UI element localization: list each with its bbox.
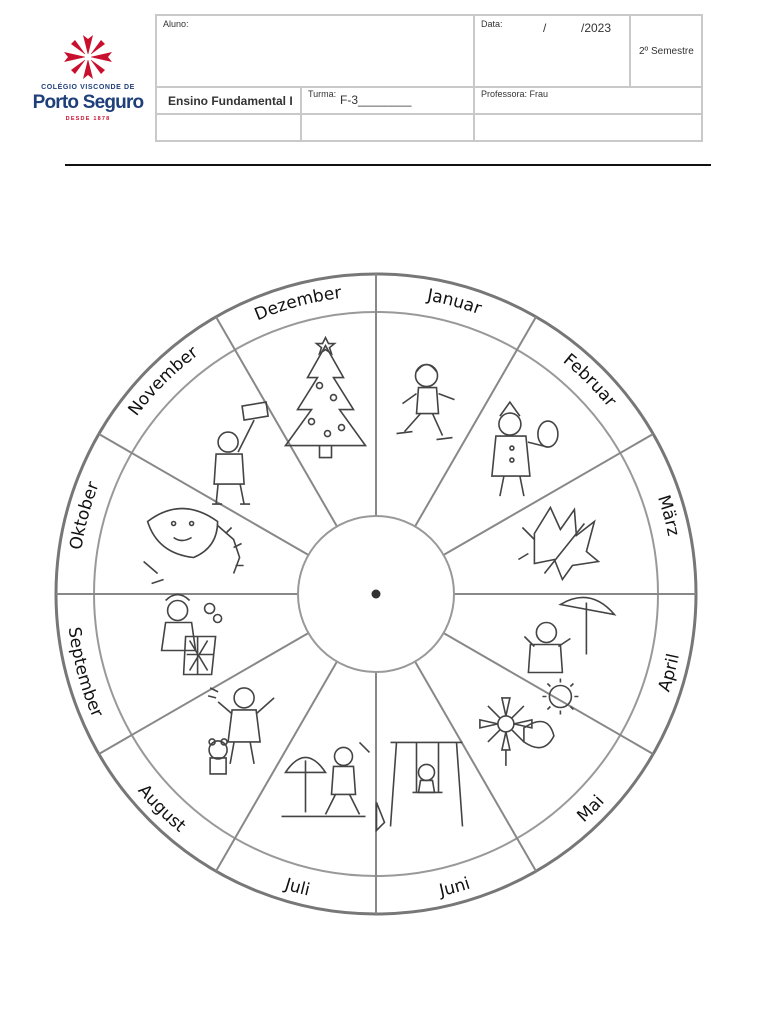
- logo-since: DESDE 1878: [65, 116, 111, 122]
- logo-subtitle: COLÉGIO VISCONDE DE: [41, 84, 135, 91]
- month-label: Februar: [559, 349, 621, 411]
- turma-label: Turma:: [308, 89, 337, 99]
- professora-label: Professora: Frau: [481, 89, 549, 99]
- turma-value: F-3________: [340, 93, 412, 107]
- aluno-field[interactable]: [156, 15, 474, 87]
- wheel-spoke: [216, 662, 337, 872]
- child-with-umbrella-icon: [524, 597, 614, 714]
- data-field[interactable]: [474, 15, 630, 87]
- aluno-label: Aluno:: [163, 19, 189, 29]
- wheel-spoke: [415, 317, 536, 527]
- clown-with-balloon-icon: [492, 402, 558, 496]
- flower-icon: [480, 698, 554, 766]
- logo-name: Porto Seguro: [32, 92, 144, 113]
- header-table: [155, 14, 703, 142]
- data-label: Data:: [481, 19, 503, 29]
- wheel-center-pin[interactable]: [372, 590, 381, 599]
- autumn-leaves-icon: [518, 508, 598, 580]
- christmas-tree-icon: [286, 338, 366, 458]
- swing-icon: [377, 742, 463, 830]
- wheel-spoke: [216, 317, 337, 527]
- semester-label: 2º Semestre: [639, 46, 694, 57]
- empty-cell-1: [156, 114, 301, 141]
- month-label: November: [124, 342, 202, 420]
- fruit-basket-icon: [162, 595, 222, 675]
- wheel-spoke: [99, 434, 309, 555]
- data-year: /2023: [581, 21, 612, 35]
- month-label: Januar: [425, 285, 485, 320]
- month-wheel: [30, 266, 722, 922]
- turma-field[interactable]: [301, 87, 474, 114]
- level-cell: [156, 87, 301, 114]
- cross-emblem-icon: [60, 32, 116, 82]
- wheel-spoke: [99, 633, 309, 754]
- empty-cell-3: [474, 114, 702, 141]
- month-label: Oktober: [66, 478, 104, 552]
- kite-icon: [144, 509, 244, 584]
- month-label: Mai: [573, 791, 609, 827]
- lantern-child-icon: [212, 402, 268, 504]
- wheel-spoke: [444, 633, 654, 754]
- child-with-teddy-bear-icon: [208, 688, 274, 774]
- month-label: März: [653, 492, 684, 538]
- school-logo: [26, 30, 150, 128]
- empty-cell-2: [301, 114, 474, 141]
- month-label: September: [63, 625, 107, 721]
- month-label: Juli: [282, 874, 312, 901]
- month-label: Dezember: [251, 283, 343, 326]
- ice-skating-child-icon: [397, 365, 455, 440]
- data-slash: /: [543, 21, 547, 35]
- header-divider: [65, 164, 711, 166]
- beach-icon: [282, 742, 370, 816]
- wheel-spoke: [415, 662, 536, 872]
- level-label: Ensino Fundamental I: [168, 94, 293, 108]
- month-label: Juni: [437, 873, 473, 902]
- professora-cell: [474, 87, 702, 114]
- month-label: August: [133, 780, 190, 837]
- month-label: April: [654, 651, 684, 695]
- semester-cell: [630, 15, 702, 87]
- wheel-spoke: [444, 434, 654, 555]
